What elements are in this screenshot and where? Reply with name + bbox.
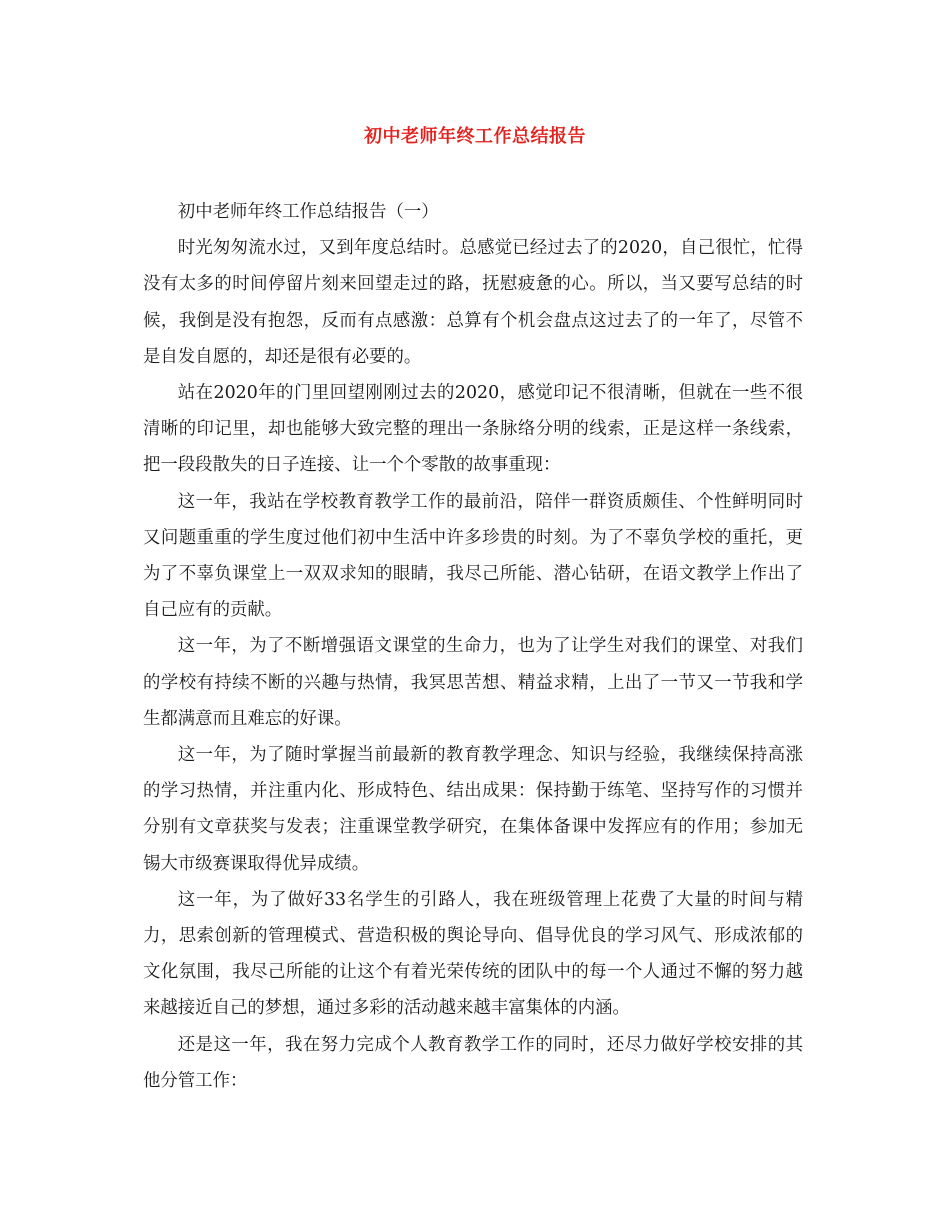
document-title: 初中老师年终工作总结报告 bbox=[364, 126, 586, 147]
paragraph-class-management: 这一年，为了做好33名学生的引路人，我在班级管理上花费了大量的时间与精力，思索创新的管理模式、营造积极的舆论导向、倡导优良的学习风气、形成浓郁的文化氛围，我尽己所能的让这个有着光荣传统的团队中的每一个人通过不懈的努力越来越接近自己的梦想，通过多彩的活动越来越丰富集体的内涵。 bbox=[143, 889, 803, 1019]
paragraph-classroom: 这一年，为了不断增强语文课堂的生命力，也为了让学生对我们的课堂、对我们的学校有持续不断的兴趣与热情，我冥思苦想、精益求精，上出了一节又一节我和学生都满意而且难忘的好课。 bbox=[143, 636, 803, 729]
paragraph-learning: 这一年，为了随时掌握当前最新的教育教学理念、知识与经验，我继续保持高涨的学习热情，并注重内化、形成特色、结出成果：保持勤于练笔、坚持写作的习惯并分别有文章获奖与发表；注重课堂教学研究，在集体备课中发挥应有的作用；参加无锡大市级赛课取得优异成绩。 bbox=[143, 745, 803, 874]
document-body bbox=[143, 194, 803, 1099]
paragraph-teaching: 这一年，我站在学校教育教学工作的最前沿，陪伴一群资质颇佳、个性鲜明同时又问题重重的学生度过他们初中生活中许多珍贵的时刻。为了不辜负学校的重托，更为了不辜负课堂上一双双求知的眼睛，我尽己所能、潜心钻研，在语文教学上作出了自己应有的贡献。 bbox=[143, 491, 803, 621]
paragraph-review: 站在2020年的门里回望刚刚过去的2020，感觉印记不很清晰，但就在一些不很清晰的印记里，却也能够大致完整的理出一条脉络分明的线索，正是这样一条线索，把一段段散失的日子连接、让一个个零散的故事重现： bbox=[143, 383, 803, 476]
paragraph-other-duties: 还是这一年，我在努力完成个人教育教学工作的同时，还尽力做好学校安排的其他分管工作： bbox=[143, 1034, 803, 1091]
paragraph-intro: 时光匆匆流水过，又到年度总结时。总感觉已经过去了的2020，自己很忙，忙得没有太多的时间停留片刻来回望走过的路，抚慰疲惫的心。所以，当又要写总结的时候，我倒是没有抱怨，反而有点感激：总算有个机会盘点这过去了的一年了，尽管不是自发自愿的，却还是很有必要的。 bbox=[143, 238, 803, 367]
paragraph-subtitle: 初中老师年终工作总结报告（一） bbox=[177, 202, 439, 222]
